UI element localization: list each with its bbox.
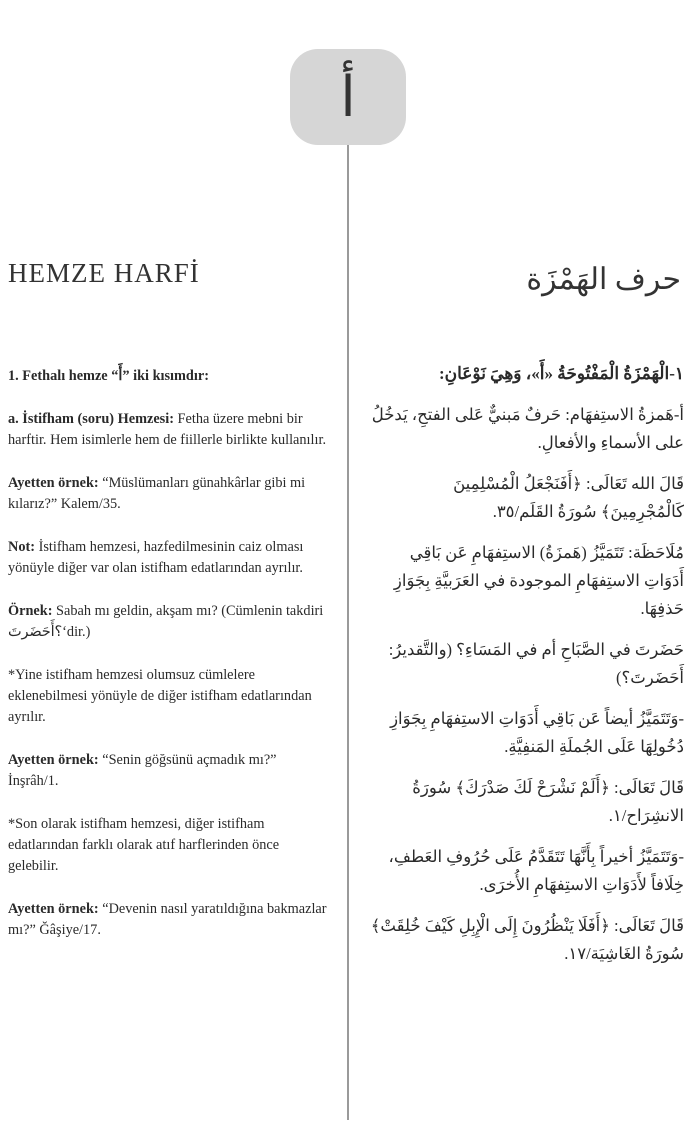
turkish-paragraph xyxy=(8,409,328,451)
paragraph-text: *Yine istifham hemzesi olumsuz cümlelere eklenebilmesi yönüyle de diğer istifham edatlarından ayrılır. xyxy=(8,667,312,725)
arabic-paragraph: -وَتَتَمَيَّزُ أيضاً عَن بَاقِي أَدَوَاتِ الاستِفهَامِ بِجَوَازِ دُخُولِهَا عَلَى الجُملَةِ المَنفِيَّةِ. xyxy=(390,709,684,756)
paragraph-text: İstifham hemzesi, hazfedilmesinin caiz olması yönüyle diğer var olan istifham edatlarından ayrılır. xyxy=(8,539,304,576)
arabic-paragraph: -وَتَتَمَيَّزُ أخيراً بِأَنَّهَا تَتَقَدَّمُ عَلَى حُرُوفِ العَطفِ، خِلَافاً لأَدَوَاتِ الاستِفهَامِ الأُخرَى. xyxy=(388,847,684,894)
paragraph-label: Örnek: xyxy=(8,603,53,619)
turkish-column xyxy=(8,366,328,963)
arabic-paragraph: أ-هَمزةُ الاستِفهَام: حَرفٌ مَبنيٌّ عَلى الفتحِ، يَدخُلُ على الأسماءِ والأفعالِ. xyxy=(371,405,684,452)
column-divider xyxy=(347,145,349,1120)
turkish-paragraph xyxy=(8,473,328,515)
turkish-paragraph xyxy=(8,537,328,579)
arabic-paragraph: قَالَ الله تَعَالَى: ﴿أَفَنَجْعَلُ الْمُسْلِمِينَ كَالْمُجْرِمِينَ﴾ سُورَةُ القَلَم/٣٥. xyxy=(453,474,684,521)
paragraph-label: Ayetten örnek: xyxy=(8,901,99,917)
arabic-paragraph: مُلَاحَظَة: تَتَمَيَّزُ (هَمزَةُ) الاستِفهَامِ عَن بَاقِي أَدَوَاتِ الاستِفهَامِ الموجودة في العَرَبيَّةِ بِجَوَازِ حَذفِهَا. xyxy=(393,543,684,618)
turkish-paragraph xyxy=(8,899,328,941)
paragraph-text: “Müslümanları günahkârlar gibi mi kılarız?” Kalem/35. xyxy=(8,475,306,512)
arabic-column xyxy=(366,360,684,981)
paragraph-text: “Senin göğsünü açmadık mı?” İnşrâh/1. xyxy=(8,752,277,789)
paragraph-label: Ayetten örnek: xyxy=(8,752,99,768)
turkish-paragraph xyxy=(8,601,328,643)
paragraph-text: Fetha üzere mebni bir harftir. Hem isimlerle hem de fiillerle birlikte kullanılır. xyxy=(8,411,327,448)
turkish-paragraph xyxy=(8,814,328,877)
arabic-paragraph: قَالَ تَعَالَى: ﴿أَفَلَا يَنْظُرُونَ إِلَى الْإِبِلِ كَيْفَ خُلِقَتْ﴾ سُورَةُ الغَاشِيَة/١٧. xyxy=(370,916,684,963)
turkish-paragraph xyxy=(8,665,328,728)
paragraph-text: Sabah mı geldin, akşam mı? (Cümlenin takdiri ؟أَحَضَرتَ‘dir.) xyxy=(8,603,324,640)
arabic-paragraph: حَضَرتَ في الصَّبَاحِ أم في المَسَاءِ؟ (والتَّقديرُ: أَحَضَرتَ؟) xyxy=(388,640,684,687)
paragraph-label: Not: xyxy=(8,539,35,555)
arabic-paragraph: قَالَ تَعَالَى: ﴿أَلَمْ نَشْرَحْ لَكَ صَدْرَكَ﴾ سُورَةُ الانشِرَاح/١. xyxy=(412,778,684,825)
paragraph-text: *Son olarak istifham hemzesi, diğer istifham edatlarından farklı olarak atıf harflerinden önce gelebilir. xyxy=(8,816,280,874)
section-title-arabic: حرف الهَمْزَة xyxy=(526,263,681,296)
paragraph-label: Ayetten örnek: xyxy=(8,475,99,491)
turkish-paragraph xyxy=(8,750,328,792)
turkish-heading: 1. Fethalı hemze “أَ” iki kısımdır: xyxy=(8,368,209,384)
letter-glyph: أ xyxy=(340,66,356,129)
section-title-turkish: HEMZE HARFİ xyxy=(8,258,200,288)
arabic-heading: ١-الْهَمْزَةُ الْمَفْتُوحَةُ «أَ»، وَهِيَ نَوْعَانِ: xyxy=(438,364,684,383)
paragraph-text: “Devenin nasıl yaratıldığına bakmazlar mı?” Ğâşiye/17. xyxy=(8,901,327,938)
paragraph-label: a. İstifham (soru) Hemzesi: xyxy=(8,411,174,427)
letter-header-box xyxy=(290,49,406,145)
